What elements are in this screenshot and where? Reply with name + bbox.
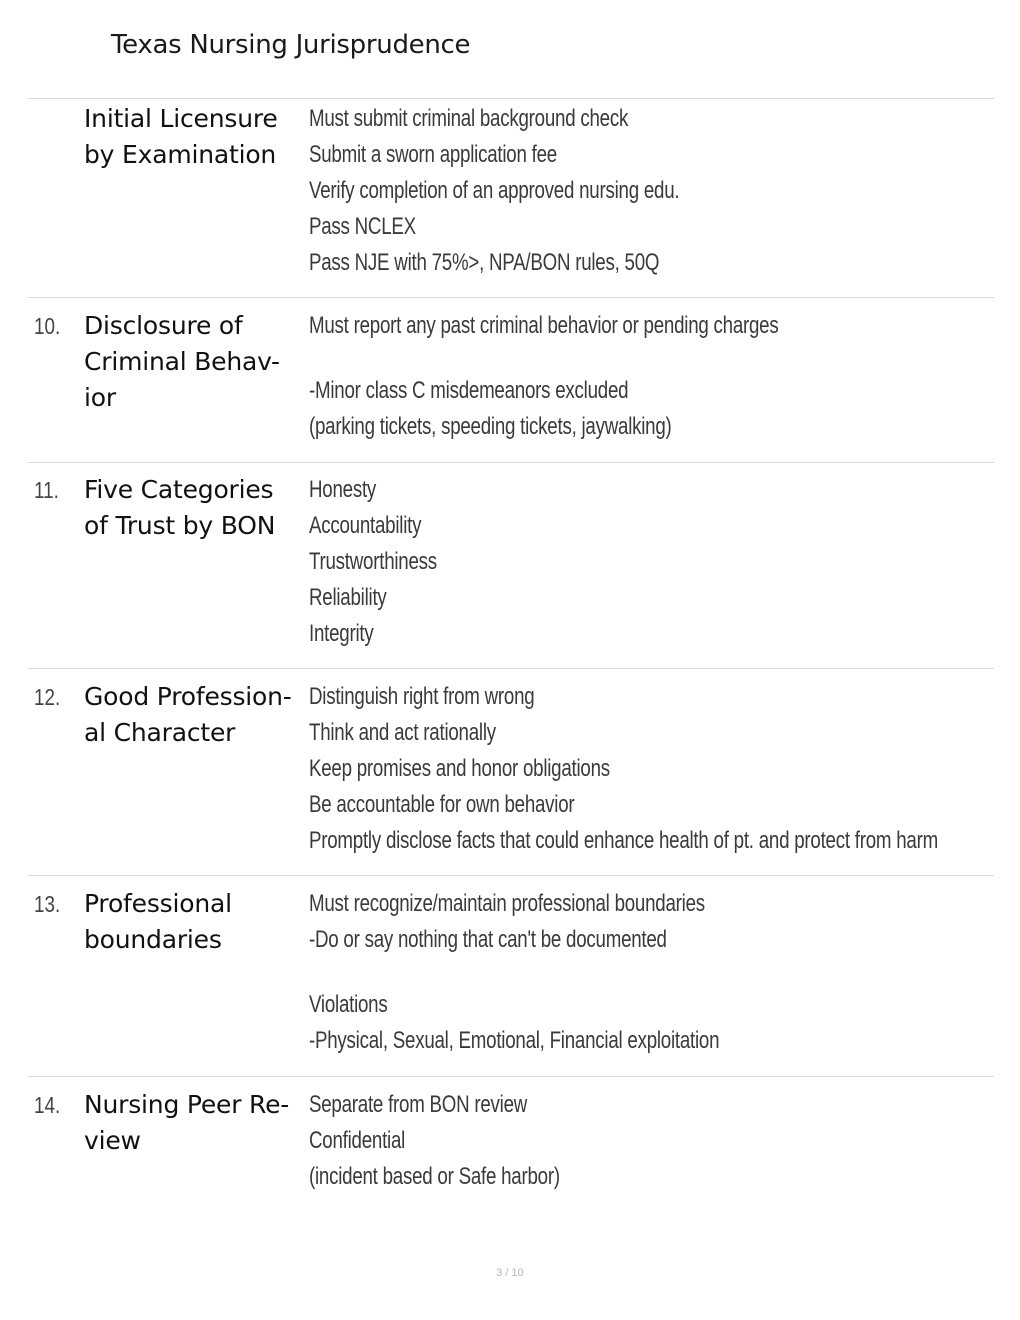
term-line: Criminal Behav- [84,347,280,376]
divider [28,875,994,876]
definition-line: Accountability [309,512,422,539]
entry-term [84,679,304,751]
entry-term [84,308,304,416]
divider [28,1076,994,1077]
divider [28,668,994,669]
entry-term [84,1087,304,1159]
definition-spacer [309,958,999,987]
entry-definition [309,679,999,859]
definition-line: Promptly disclose facts that could enhance health of pt. and protect from harm [309,827,938,854]
term-line: of Trust by BON [84,511,276,540]
divider [28,98,994,99]
definition-line: Verify completion of an approved nursing edu. [309,177,680,204]
entry-number: 13. [34,891,61,917]
definition-line: (incident based or Safe harbor) [309,1163,560,1190]
term-line: view [84,1126,141,1155]
entry-definition [309,472,999,652]
entry-definition [309,1087,999,1195]
definition-line: (parking tickets, speeding tickets, jaywalking) [309,413,672,440]
entry-number: 12. [34,684,61,710]
definition-spacer [309,344,999,373]
divider [28,297,994,298]
definition-line: Must submit criminal background check [309,105,629,132]
term-line: boundaries [84,925,222,954]
definition-line: -Do or say nothing that can't be documented [309,926,667,953]
definition-line: Honesty [309,476,377,503]
definition-line: Confidential [309,1127,406,1154]
page-indicator: 3 / 10 [496,1267,524,1279]
entry-definition [309,308,999,445]
definition-line: Separate from BON review [309,1091,528,1118]
term-line: Initial Licensure [84,104,278,133]
definition-line: Distinguish right from wrong [309,683,535,710]
entry-term [84,886,304,958]
entry-definition [309,886,999,1059]
term-line: al Character [84,718,236,747]
definition-line: Must recognize/maintain professional boundaries [309,890,705,917]
entry-term [84,472,304,544]
divider [28,462,994,463]
definition-line: -Minor class C misdemeanors excluded [309,377,629,404]
definition-line: Reliability [309,584,387,611]
term-line: Nursing Peer Re- [84,1090,290,1119]
entry-number: 11. [34,477,59,503]
definition-line: Keep promises and honor obligations [309,755,610,782]
term-line: Five Categories [84,475,274,504]
definition-line: Think and act rationally [309,719,496,746]
term-line: Professional [84,889,232,918]
document-title: Texas Nursing Jurisprudence [111,30,471,60]
entry-number: 10. [34,313,61,339]
term-line: Good Profession- [84,682,292,711]
entry-term [84,101,304,173]
definition-line: Pass NCLEX [309,213,416,240]
entry-definition [309,101,999,281]
term-line: by Examination [84,140,277,169]
term-line: Disclosure of [84,311,243,340]
definition-line: Submit a sworn application fee [309,141,557,168]
definition-line: Integrity [309,620,374,647]
definition-line: Must report any past criminal behavior or pending charges [309,312,779,339]
entry-number: 14. [34,1092,61,1118]
definition-line: Trustworthiness [309,548,437,575]
definition-line: Be accountable for own behavior [309,791,575,818]
definition-line: -Physical, Sexual, Emotional, Financial exploitation [309,1027,720,1054]
term-line: ior [84,383,116,412]
definition-line: Violations [309,991,388,1018]
definition-line: Pass NJE with 75%>, NPA/BON rules, 50Q [309,249,660,276]
